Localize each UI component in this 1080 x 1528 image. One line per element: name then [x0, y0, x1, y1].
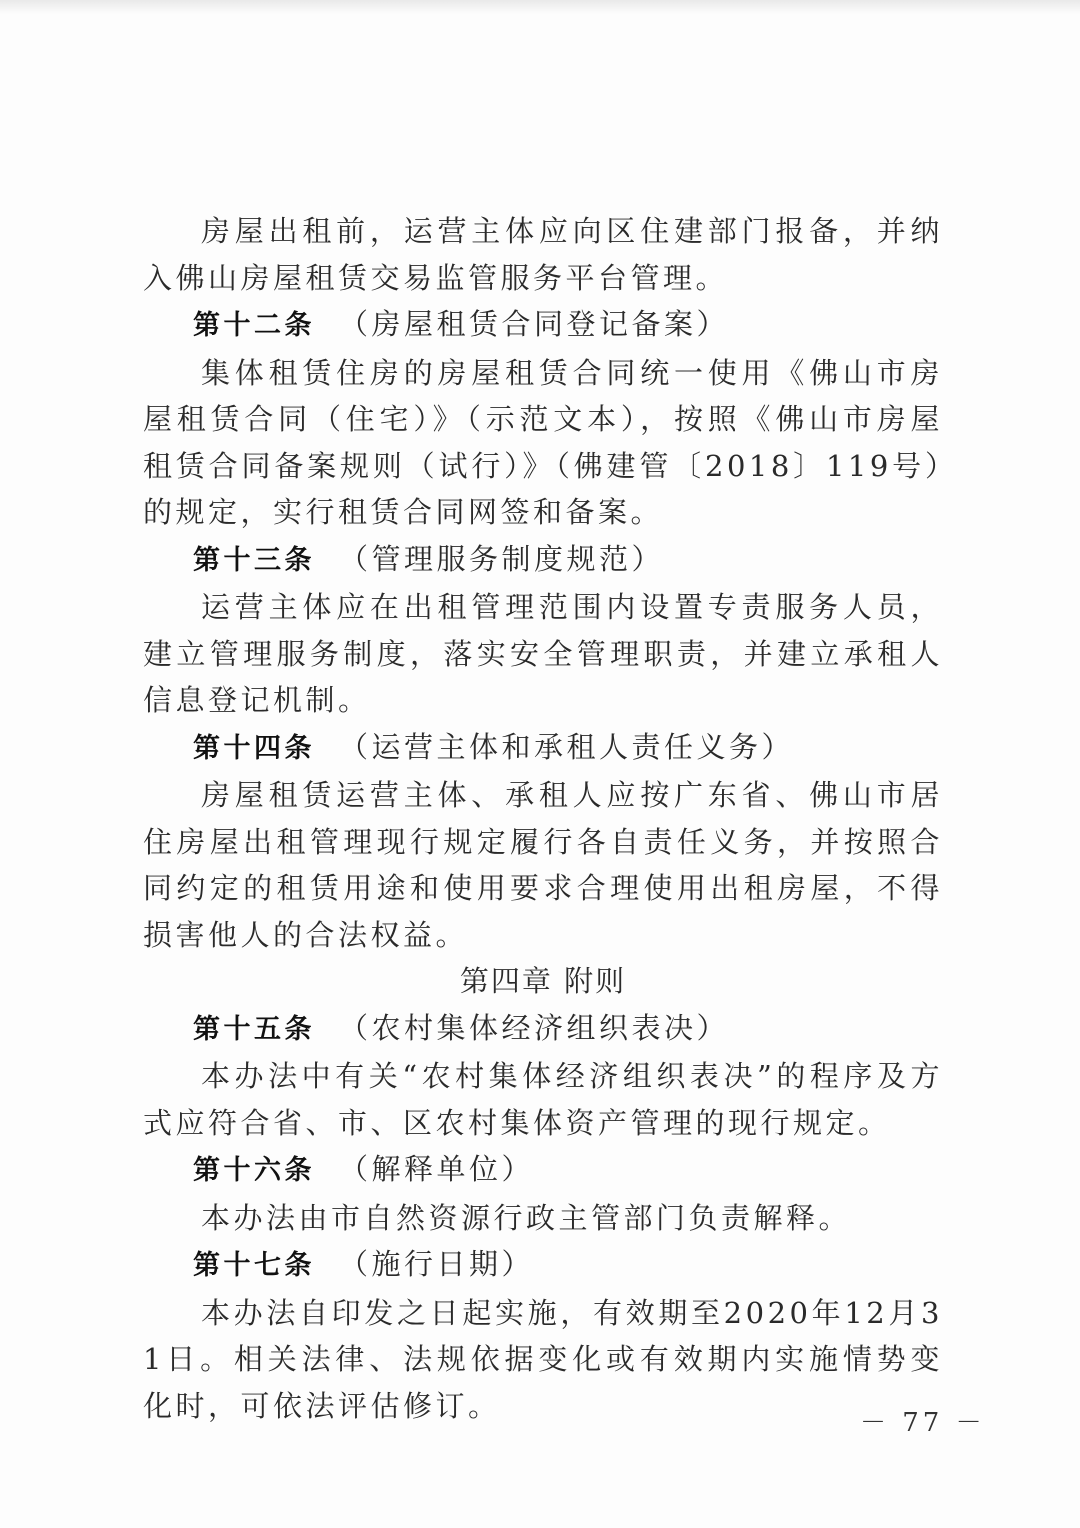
chapter-heading: 第四章 附则: [459, 964, 627, 998]
article-heading: [143, 1241, 943, 1290]
paragraph: 本办法由市自然资源行政主管部门负责解释。: [201, 1200, 852, 1235]
article-title: （运营主体和承租人责任义务）: [339, 729, 795, 764]
article-heading: [143, 1146, 943, 1195]
scan-edge: [0, 0, 1080, 14]
article-number: 第十二条: [193, 310, 315, 341]
article-title: （农村集体经济组织表决）: [339, 1010, 730, 1045]
article-number: 第十六条: [193, 1155, 315, 1186]
article-heading: [143, 301, 943, 350]
paragraph: 本办法中有关“农村集体经济组织表决”的程序及方式应符合省、市、区农村集体资产管理的现行规定。: [143, 1059, 943, 1140]
article-title: （解释单位）: [339, 1152, 535, 1186]
article-heading: [143, 724, 943, 773]
article-title: （施行日期）: [339, 1247, 535, 1281]
article-title: （房屋租赁合同登记备案）: [339, 307, 730, 341]
document-body: [143, 208, 943, 1429]
paragraph: 本办法自印发之日起实施，有效期至2020年12月31日。相关法律、法规依据变化或有效期内实施情势变化时，可依法评估修订。: [143, 1295, 943, 1423]
article-number: 第十七条: [193, 1250, 315, 1281]
article-number: 第十五条: [193, 1013, 315, 1045]
article-number: 第十四条: [193, 732, 315, 764]
article-heading: [143, 1005, 943, 1054]
article-title: （管理服务制度规范）: [339, 541, 665, 576]
article-number: 第十三条: [193, 544, 315, 576]
paragraph: 房屋出租前，运营主体应向区住建部门报备，并纳入佛山房屋租赁交易监管服务平台管理。: [143, 214, 943, 295]
article-heading: [143, 536, 943, 585]
paragraph: 房屋租赁运营主体、承租人应按广东省、佛山市居住房屋出租管理现行规定履行各自责任义务，并按照合同约定的租赁用途和使用要求合理使用出租房屋，不得损害他人的合法权益。: [143, 778, 943, 952]
page-number: － 77 －: [860, 1408, 986, 1438]
paragraph: 集体租赁住房的房屋租赁合同统一使用《佛山市房屋租赁合同（住宅）》（示范文本），按照《佛山市房屋租赁合同备案规则（试行）》（佛建管〔2018〕119号）的规定，实行租赁合同网签和备案。: [143, 355, 943, 529]
paragraph: 运营主体应在出租管理范围内设置专责服务人员，建立管理服务制度，落实安全管理职责，并建立承租人信息登记机制。: [143, 590, 943, 717]
